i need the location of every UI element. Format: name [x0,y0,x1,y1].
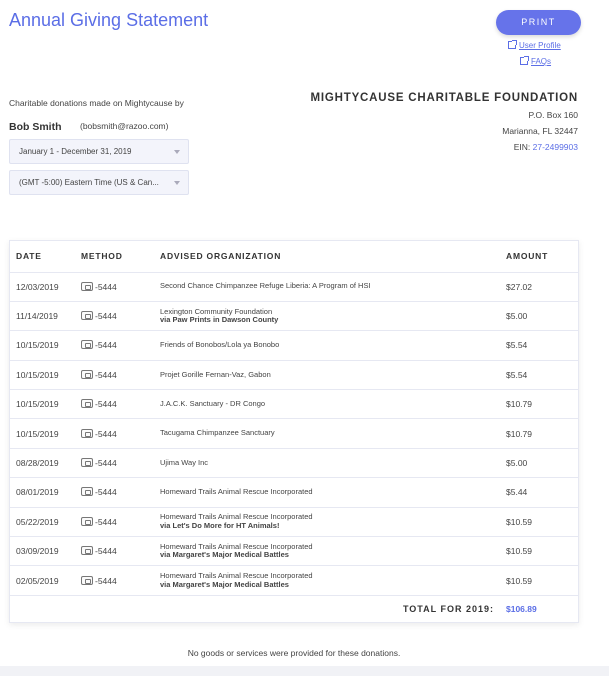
total-label: TOTAL FOR 2019: [402,604,494,615]
table-row [10,537,578,566]
total-row [10,595,578,622]
external-link-icon [520,57,528,65]
via-campaign: via Margaret's Major Medical Battles [160,550,289,560]
via-campaign: via Paw Prints in Dawson County [160,315,279,325]
ein-link[interactable]: 27-2499903 [532,142,578,152]
row-method [75,331,154,360]
organization-name: Projet Gorille Fernan-Vaz, Gabon [160,369,271,379]
row-amount: $5.54 [500,360,578,389]
row-date: 10/15/2019 [10,390,75,419]
header-organization: ADVISED ORGANIZATION [154,241,500,272]
organization-name: Homeward Trails Animal Rescue Incorporated [160,512,313,522]
table-row [10,390,578,419]
row-organization [154,301,500,330]
user-profile-label: User Profile [519,41,561,50]
print-button[interactable]: PRINT [496,10,581,35]
timezone-value: (GMT -5:00) Eastern Time (US & Can... [19,178,159,187]
row-method [75,537,154,566]
via-campaign: via Let's Do More for HT Animals! [160,520,280,530]
credit-card-icon [81,517,93,526]
ein-label: EIN: [513,142,531,152]
row-organization [154,331,500,360]
row-date: 02/05/2019 [10,566,75,595]
header-amount: AMOUNT [500,241,578,272]
credit-card-icon [81,282,93,291]
table-row [10,419,578,448]
card-last-four: -5444 [95,458,117,469]
timezone-select[interactable] [9,170,189,195]
credit-card-icon [81,370,93,379]
faqs-link[interactable] [520,57,551,66]
row-method [75,419,154,448]
row-date: 10/15/2019 [10,331,75,360]
card-last-four: -5444 [95,340,117,351]
credit-card-icon [81,311,93,320]
row-method [75,566,154,595]
table-row [10,566,578,595]
total-value: $106.89 [506,604,537,615]
foundation-address-line1: P.O. Box 160 [528,110,578,120]
chevron-down-icon [174,150,180,154]
row-amount: $5.44 [500,478,578,507]
foundation-ein [311,143,578,152]
row-date: 08/28/2019 [10,448,75,477]
row-organization [154,272,500,301]
table-row [10,507,578,536]
table-row [10,448,578,477]
row-amount: $10.59 [500,507,578,536]
row-organization [154,566,500,595]
organization-name: Ujima Way Inc [160,457,209,467]
row-amount: $10.79 [500,390,578,419]
row-organization [154,360,500,389]
footer-bar [0,666,609,676]
row-amount: $10.79 [500,419,578,448]
row-organization [154,390,500,419]
card-last-four: -5444 [95,487,117,498]
credit-card-icon [81,340,93,349]
organization-name: Homeward Trails Animal Rescue Incorporated [160,571,313,581]
row-method [75,390,154,419]
row-date: 08/01/2019 [10,478,75,507]
table-row [10,360,578,389]
organization-name: Homeward Trails Animal Rescue Incorporated [160,487,313,497]
row-organization [154,478,500,507]
row-amount: $5.00 [500,301,578,330]
foundation-name: MIGHTYCAUSE CHARITABLE FOUNDATION [310,92,578,104]
date-range-value: January 1 - December 31, 2019 [19,147,132,156]
table-row [10,272,578,301]
row-method [75,448,154,477]
row-organization [154,419,500,448]
faqs-label: FAQs [531,57,552,66]
row-method [75,301,154,330]
foundation-address-line2: Marianna, FL 32447 [502,126,578,136]
row-method [75,360,154,389]
footer-note: No goods or services were provided for these donations. [187,648,401,658]
row-method [75,272,154,301]
card-last-four: -5444 [95,369,117,380]
chevron-down-icon [174,181,180,185]
donor-name: Bob Smith [9,121,62,133]
card-last-four: -5444 [95,399,117,410]
card-last-four: -5444 [95,516,117,527]
row-amount: $5.54 [500,331,578,360]
credit-card-icon [81,576,93,585]
via-campaign: via Margaret's Major Medical Battles [160,579,289,589]
row-amount: $10.59 [500,566,578,595]
header-method: METHOD [75,241,154,272]
external-link-icon [508,41,516,49]
card-last-four: -5444 [95,546,117,557]
organization-name: Second Chance Chimpanzee Refuge Liberia: A Program of HSI [160,281,371,291]
card-last-four: -5444 [95,311,117,322]
row-organization [154,507,500,536]
organization-name: Lexington Community Foundation [160,306,273,316]
row-organization [154,537,500,566]
credit-card-icon [81,546,93,555]
table-row [10,478,578,507]
row-method [75,478,154,507]
row-date: 10/15/2019 [10,419,75,448]
card-last-four: -5444 [95,281,117,292]
donor-email: (bobsmith@razoo.com) [80,121,169,131]
organization-name: J.A.C.K. Sanctuary - DR Congo [160,399,266,408]
donations-table [9,240,579,623]
table-row [10,331,578,360]
row-date: 05/22/2019 [10,507,75,536]
page-title: Annual Giving Statement [9,10,209,30]
card-last-four: -5444 [95,575,117,586]
foundation-info [311,92,578,152]
table-row [10,301,578,330]
credit-card-icon [81,399,93,408]
organization-name: Homeward Trails Animal Rescue Incorporated [160,541,313,551]
row-organization [154,448,500,477]
row-date: 10/15/2019 [10,360,75,389]
header-date: DATE [10,241,75,272]
row-date: 12/03/2019 [10,272,75,301]
donor-intro: Charitable donations made on Mightycause by [9,98,184,108]
row-amount: $27.02 [500,272,578,301]
card-last-four: -5444 [95,428,117,439]
row-method [75,507,154,536]
row-date: 11/14/2019 [10,301,75,330]
credit-card-icon [81,429,93,438]
credit-card-icon [81,487,93,496]
credit-card-icon [81,458,93,467]
organization-name: Tacugama Chimpanzee Sanctuary [160,428,275,438]
user-profile-link[interactable] [508,41,561,50]
date-range-select[interactable] [9,139,189,164]
organization-name: Friends of Bonobos/Lola ya Bonobo [160,340,280,350]
row-amount: $10.59 [500,537,578,566]
row-amount: $5.00 [500,448,578,477]
row-date: 03/09/2019 [10,537,75,566]
